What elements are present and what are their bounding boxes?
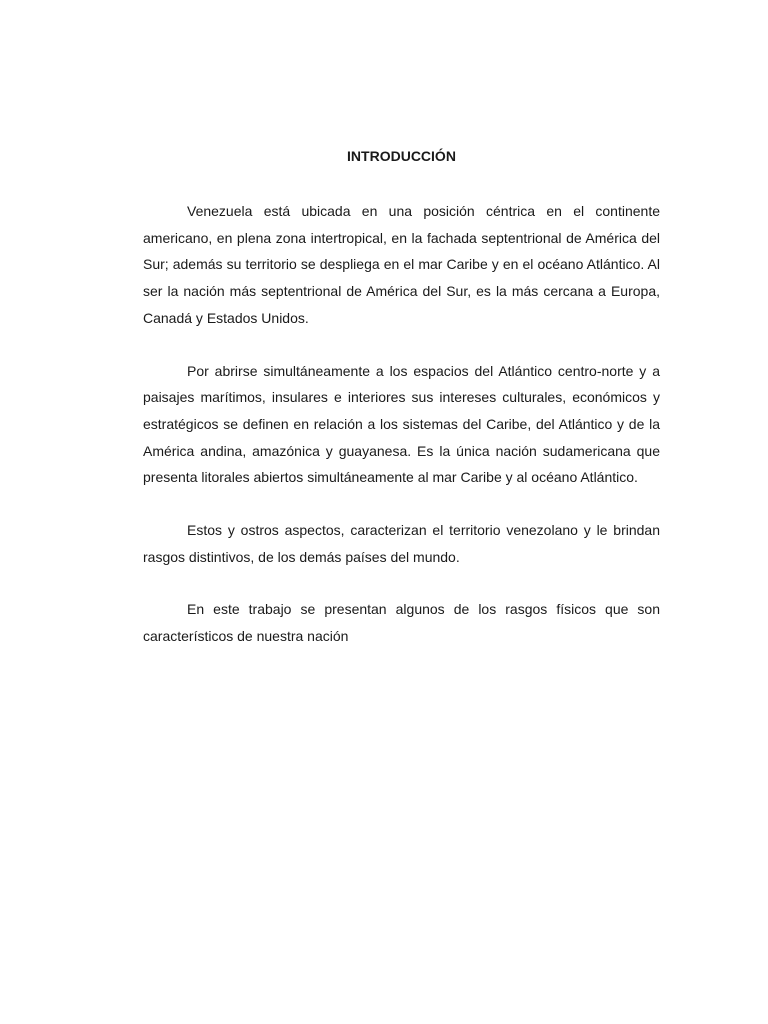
paragraph-1: Venezuela está ubicada en una posición céntrica en el continente americano, en plena zona intertropical, en la fachada septentrional de América del Sur; además su territorio se despliega en el mar Caribe y en el océano Atlántico. Al ser la nación más septentrional de América del Sur, es la más cercana a Europa, Canadá y Estados Unidos.	[143, 203, 660, 326]
document-title: INTRODUCCIÓN	[347, 148, 456, 164]
paragraph-2: Por abrirse simultáneamente a los espacios del Atlántico centro-norte y a paisajes marítimos, insulares e interiores sus intereses culturales, económicos y estratégicos se definen en relación a los sistemas del Caribe, del Atlántico y de la América andina, amazónica y guayanesa. Es la única nación sudamericana que presenta litorales abiertos simultáneamente al mar Caribe y al océano Atlántico.	[143, 362, 660, 486]
paragraph-3: Estos y ostros aspectos, caracterizan el territorio venezolano y le brindan rasgos distintivos, de los demás países del mundo.	[143, 522, 660, 565]
document-body	[143, 146, 660, 650]
paragraph-4: En este trabajo se presentan algunos de los rasgos físicos que son característicos de nuestra nación	[143, 601, 660, 645]
